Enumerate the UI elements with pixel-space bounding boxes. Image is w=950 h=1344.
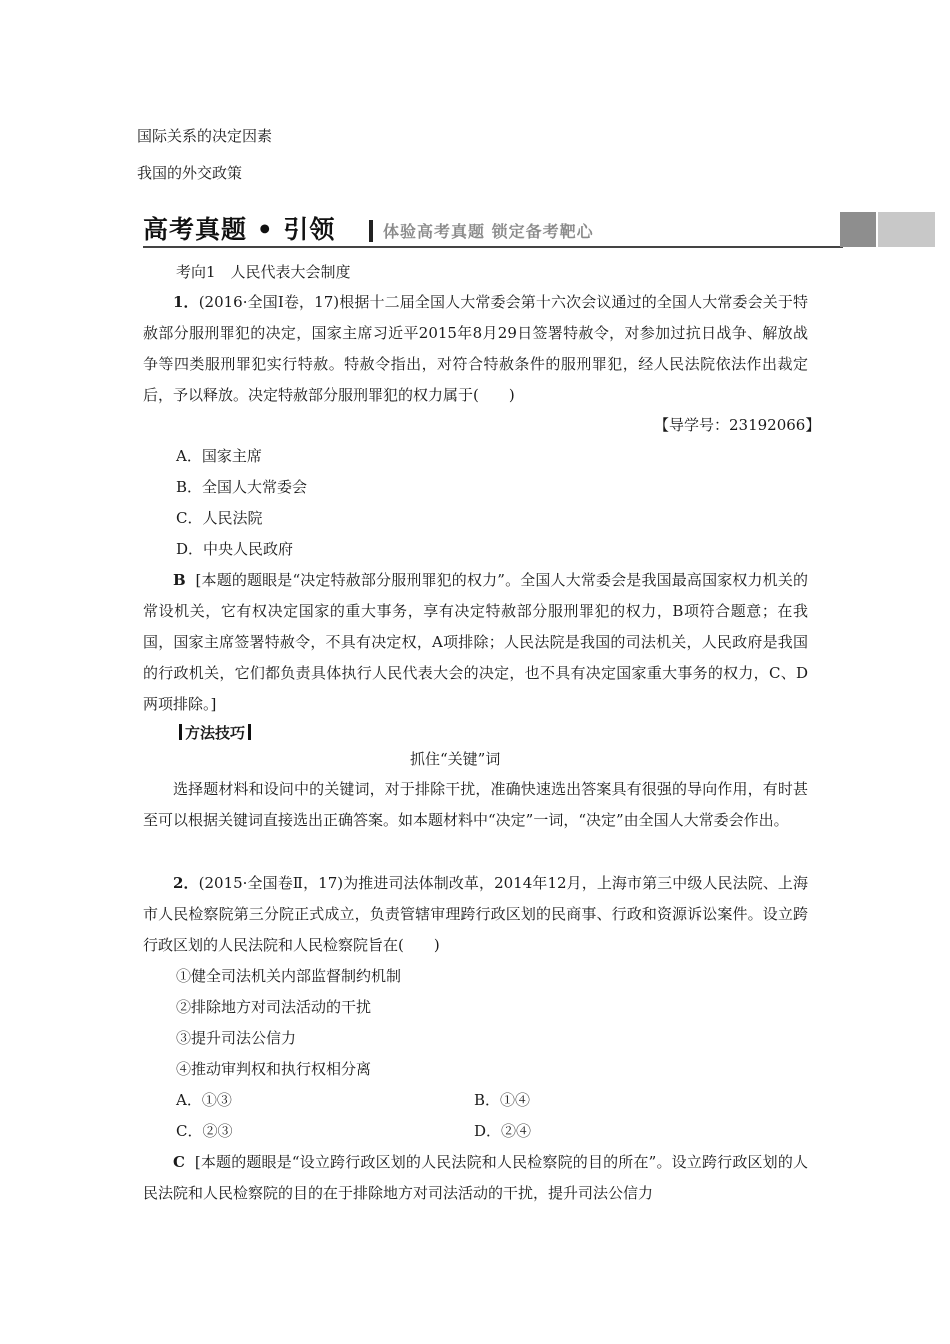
question-1-answer-letter: B: [173, 571, 186, 589]
question-2-option-d: D．②④: [474, 1122, 532, 1140]
question-2-text: (2015·全国卷Ⅱ，17)为推进司法体制改革，2014年12月，上海市第三中级人民法院、上海市人民检察院第三分院正式成立，负责管辖审理跨行政区划的民商事、行政和资源诉讼案件。设立跨行政区划的人民法院和人民检察院旨在( ): [143, 874, 808, 954]
question-2-option-a: A．①③: [176, 1091, 232, 1109]
question-1-option-d: D．中央人民政府: [176, 540, 294, 558]
question-2-option-c: C．②③: [176, 1122, 233, 1140]
question-1-stem: [143, 287, 808, 411]
question-2-item-3: ③提升司法公信力: [176, 1029, 297, 1047]
question-2-item-4: ④推动审判权和执行权相分离: [176, 1060, 372, 1078]
question-1-answer: [143, 565, 808, 720]
method-tag: [176, 722, 254, 744]
banner-light-block: [878, 212, 935, 247]
header-line-1: 国际关系的决定因素: [137, 127, 273, 145]
question-1-reference: 【导学号：23192066】: [654, 416, 821, 434]
question-2-answer: [143, 1147, 808, 1209]
header-line-2: 我国的外交政策: [137, 164, 243, 182]
question-1-number: 1．: [173, 293, 199, 311]
question-2-option-b: B．①④: [474, 1091, 531, 1109]
question-2-answer-letter: C: [173, 1153, 185, 1171]
question-2-explanation: [本题的题眼是“设立跨行政区划的人民法院和人民检察院的目的所在”。设立跨行政区划的人民法院和人民检察院的目的在于排除地方对司法活动的干扰，提升司法公信力: [143, 1153, 808, 1202]
method-tag-left-bar: [179, 724, 182, 740]
question-1-option-c: C．人民法院: [176, 509, 263, 527]
method-text: 选择题材料和设问中的关键词，对于排除干扰，准确快速选出答案具有很强的导向作用，有时甚至可以根据关键词直接选出正确答案。如本题材料中“决定”一词，“决定”由全国人大常委会作出。: [143, 780, 808, 829]
question-2-stem: [143, 868, 808, 961]
question-2-number: 2．: [173, 874, 199, 892]
banner-dark-block: [840, 212, 876, 247]
section-heading: 考向1 人民代表大会制度: [176, 263, 351, 281]
question-1-explanation: [本题的题眼是“决定特赦部分服刑罪犯的权力”。全国人大常委会是我国最高国家权力机关的常设机关，它有权决定国家的重大事务，享有决定特赦部分服刑罪犯的权力，B项符合题意；在我国，国家主席签署特赦令，不具有决定权，A项排除；人民法院是我国的司法机关，人民政府是我国的行政机关，它们都负责具体执行人民代表大会的决定，也不具有决定国家重大事务的权力，C、D两项排除。]: [143, 571, 808, 713]
method-tag-right-bar: [248, 724, 251, 740]
question-1-option-b: B．全国人大常委会: [176, 478, 308, 496]
question-2-item-1: ①健全司法机关内部监督制约机制: [176, 967, 402, 985]
banner-divider: [369, 220, 373, 242]
method-tag-label: 方法技巧: [185, 724, 246, 742]
method-title: 抓住“关键”词: [410, 750, 501, 768]
section-banner: [143, 212, 935, 247]
question-1-text: (2016·全国Ⅰ卷，17)根据十二届全国人大常委会第十六次会议通过的全国人大常委会关于特赦部分服刑罪犯的决定，国家主席习近平2015年8月29日签署特赦令，对参加过抗日战争、解放战争等四类服刑罪犯实行特赦。特赦令指出，对符合特赦条件的服刑罪犯，经人民法院依法作出裁定后，予以释放。决定特赦部分服刑罪犯的权力属于( ): [143, 293, 809, 404]
banner-subtitle: 体验高考真题 锁定备考靶心: [383, 222, 594, 241]
banner-rule: [143, 246, 843, 248]
question-1-option-a: A．国家主席: [176, 447, 262, 465]
question-2-item-2: ②排除地方对司法活动的干扰: [176, 998, 372, 1016]
banner-title: 高考真题 • 引领: [143, 215, 336, 244]
